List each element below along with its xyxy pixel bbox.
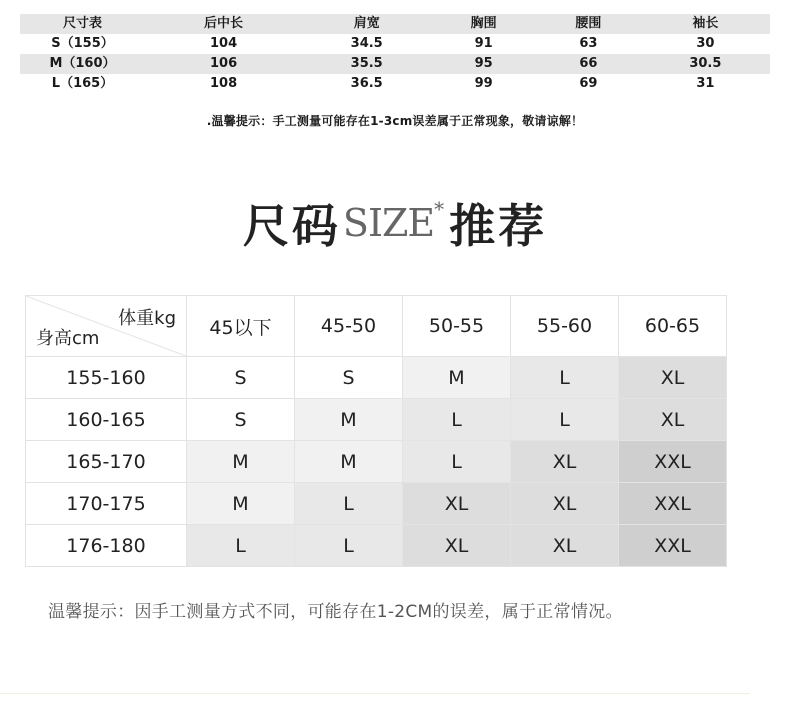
size-chart-cell: 108 [209, 76, 238, 91]
height-label: 160-165 [26, 399, 187, 441]
size-cell: M [187, 441, 295, 483]
size-chart-cell: 30.5 [641, 54, 770, 74]
size-chart-cell: 34.5 [350, 36, 383, 51]
weight-header: 50-55 [403, 296, 511, 357]
height-axis-label: 身高cm [36, 328, 100, 349]
size-recommend-table [25, 295, 727, 567]
size-cell: L [511, 357, 619, 399]
size-cell: S [295, 357, 403, 399]
height-row [26, 525, 727, 567]
measurement-note: 温馨提示：因手工测量方式不同，可能存在1-2CM的误差，属于正常情况。 [48, 602, 623, 622]
weight-header: 55-60 [511, 296, 619, 357]
divider [0, 693, 750, 694]
size-cell: XL [511, 525, 619, 567]
size-cell: M [187, 483, 295, 525]
size-cell: L [403, 399, 511, 441]
size-chart-cell: 30 [696, 36, 715, 51]
size-chart-row [20, 54, 770, 74]
size-chart-cell: 35.5 [302, 54, 431, 74]
size-cell: M [295, 441, 403, 483]
size-cell: XXL [619, 525, 727, 567]
weight-axis-label: 体重kg [118, 308, 176, 329]
height-label: 165-170 [26, 441, 187, 483]
size-chart-cell: M（160） [20, 54, 145, 74]
size-chart-cell: 69 [579, 76, 598, 91]
size-cell: XXL [619, 483, 727, 525]
weight-header-row [26, 296, 727, 357]
size-cell: M [295, 399, 403, 441]
size-chart-row [20, 74, 770, 94]
height-label: 155-160 [26, 357, 187, 399]
size-recommend-title [0, 190, 790, 256]
size-cell: XL [403, 525, 511, 567]
size-chart-table [20, 14, 770, 94]
size-chart-cell: 66 [536, 54, 641, 74]
height-row [26, 441, 727, 483]
size-chart-header: 胸围 [431, 14, 536, 34]
size-chart-cell: 104 [209, 36, 238, 51]
size-chart-cell: 63 [579, 36, 598, 51]
size-chart-header: 后中长 [145, 14, 302, 34]
height-row [26, 483, 727, 525]
height-row [26, 357, 727, 399]
size-cell: S [187, 399, 295, 441]
size-cell: XL [619, 399, 727, 441]
size-chart-cell: S（155） [51, 36, 114, 51]
size-chart-header: 腰围 [536, 14, 641, 34]
size-chart-cell: 99 [474, 76, 493, 91]
height-row [26, 399, 727, 441]
table-corner [26, 296, 187, 357]
size-cell: XL [511, 483, 619, 525]
title-cn-left: 尺码 [242, 199, 341, 253]
height-label: 170-175 [26, 483, 187, 525]
size-chart-header: 尺寸表 [20, 14, 145, 34]
title-en-mark: * [434, 197, 444, 222]
weight-header: 60-65 [619, 296, 727, 357]
size-chart-cell: 36.5 [350, 76, 383, 91]
size-chart-header-row [20, 14, 770, 34]
weight-header: 45-50 [295, 296, 403, 357]
height-label: 176-180 [26, 525, 187, 567]
size-chart-row [20, 34, 770, 54]
size-cell: L [187, 525, 295, 567]
size-chart-header: 袖长 [641, 14, 770, 34]
size-cell: L [403, 441, 511, 483]
measurement-tip: .温馨提示：手工测量可能存在1-3cm误差属于正常现象，敬请谅解！ [206, 114, 584, 128]
size-cell: M [403, 357, 511, 399]
size-chart-cell: 95 [431, 54, 536, 74]
size-cell: XL [511, 441, 619, 483]
size-chart-cell: 106 [145, 54, 302, 74]
title-cn-right: 推荐 [449, 199, 548, 253]
size-cell: L [295, 525, 403, 567]
size-cell: L [295, 483, 403, 525]
size-chart-header: 肩宽 [302, 14, 431, 34]
weight-header: 45以下 [187, 296, 295, 357]
title-en [342, 197, 444, 245]
size-cell: L [511, 399, 619, 441]
size-cell: XL [619, 357, 727, 399]
size-chart-cell: L（165） [51, 76, 114, 91]
size-cell: S [187, 357, 295, 399]
title-en-text: SIZE [342, 201, 435, 245]
size-chart-cell: 31 [696, 76, 715, 91]
size-chart-cell: 91 [474, 36, 493, 51]
size-cell: XXL [619, 441, 727, 483]
size-cell: XL [403, 483, 511, 525]
